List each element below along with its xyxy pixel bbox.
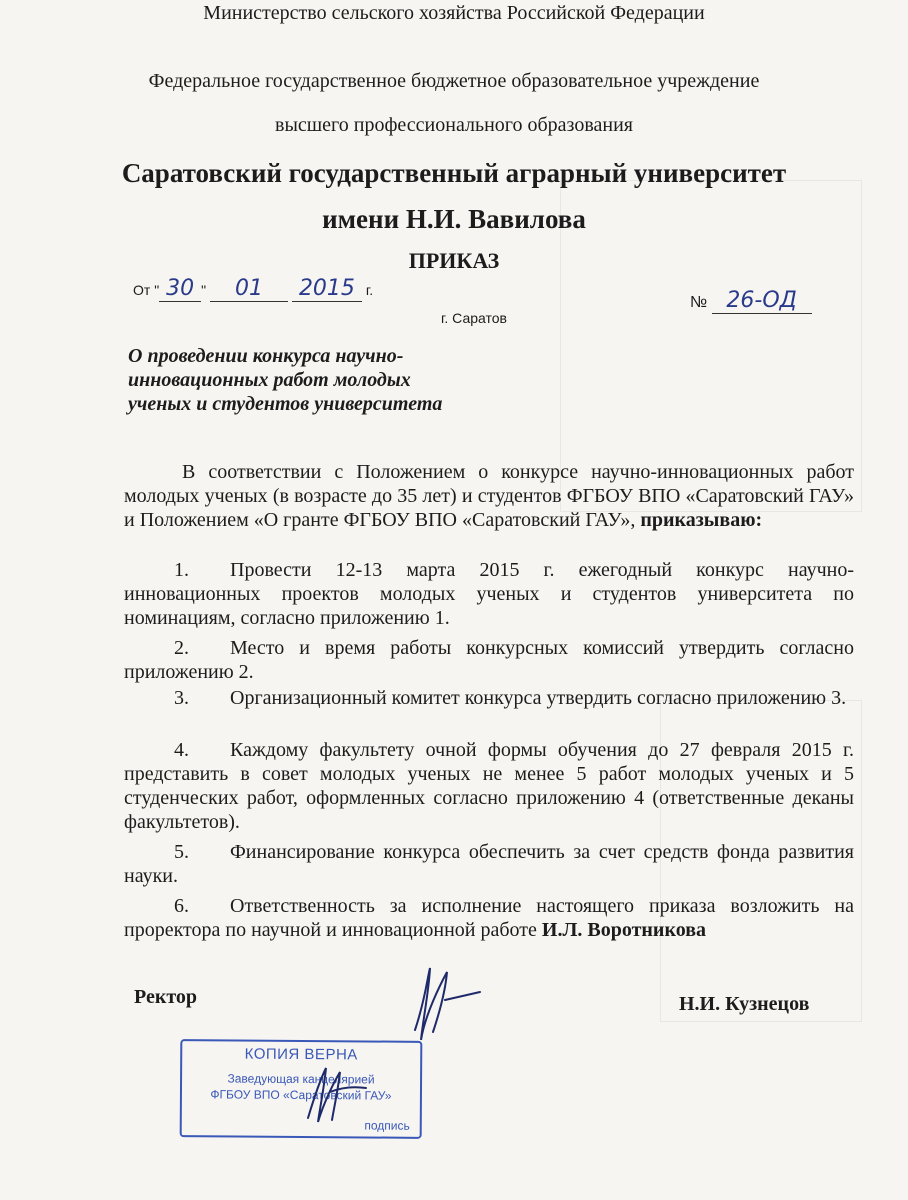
document-type: ПРИКАЗ xyxy=(408,248,500,273)
preamble-text: В соответствии с Положением о конкурсе научно-инновационных работ молодых ученых (в возрасте до 35 лет) и студентов ФГБОУ ВПО «Саратовский ГАУ» и Положением «О гранте ФГБОУ ВПО «Саратовский ГАУ», xyxy=(124,461,854,531)
city: г. Саратов xyxy=(441,310,507,326)
item-number: 1. xyxy=(174,559,189,581)
stamp-line-2: ФГБОУ ВПО «Саратовский ГАУ» xyxy=(210,1087,392,1103)
order-item-4 xyxy=(124,738,854,834)
university-name-line-2: имени Н.И. Вавилова xyxy=(322,204,586,234)
rector-signature-icon xyxy=(385,960,485,1050)
item-number: 5. xyxy=(174,841,189,863)
ministry-name: Министерство сельского хозяйства Российской Федерации xyxy=(203,2,705,24)
number-value: 26-ОД xyxy=(726,288,797,313)
item-text: Провести 12-13 марта 2015 г. ежегодный конкурс научно-инновационных проектов молодых ученых и студентов университета по номинациям, согласно приложению 1. xyxy=(124,559,854,629)
item-number: 6. xyxy=(174,895,189,917)
item-text: Каждому факультету очной формы обучения до 27 февраля 2015 г. представить в совет молодых ученых не менее 5 работ молодых ученых и 5 студенческих работ, оформленных согласно приложению 4 (ответственные деканы факультетов). xyxy=(124,739,854,833)
stamp-signature-icon xyxy=(300,1058,370,1128)
signatory-name: Н.И. Кузнецов xyxy=(679,993,810,1015)
date-mid: " xyxy=(201,282,207,298)
item-number: 4. xyxy=(174,739,189,761)
item-number: 2. xyxy=(174,637,189,659)
number-prefix: № xyxy=(690,294,708,311)
subject-line: инновационных работ молодых xyxy=(128,369,411,391)
date-prefix: От " xyxy=(133,282,160,298)
institution-line-2: высшего профессионального образования xyxy=(275,114,633,136)
order-item-2 xyxy=(124,636,854,684)
order-subject xyxy=(128,344,508,416)
date-month: 01 xyxy=(235,276,264,301)
item-number: 3. xyxy=(174,687,189,709)
preamble-paragraph xyxy=(124,460,854,532)
stamp-signature-label: подпись xyxy=(364,1118,410,1133)
responsible-person: И.Л. Воротникова xyxy=(541,919,707,941)
order-item-3 xyxy=(124,686,854,710)
university-name-line-1: Саратовский государственный аграрный университет xyxy=(121,158,787,188)
date-suffix: г. xyxy=(365,282,374,298)
stamp-title: КОПИЯ ВЕРНА xyxy=(244,1045,358,1064)
order-number xyxy=(690,288,812,314)
subject-line: О проведении конкурса научно- xyxy=(128,345,404,367)
item-text: Организационный комитет конкурса утвердить согласно приложению 3. xyxy=(230,687,847,709)
item-text: Финансирование конкурса обеспечить за счет средств фонда развития науки. xyxy=(124,841,854,887)
subject-line: ученых и студентов университета xyxy=(128,393,443,415)
order-item-5 xyxy=(124,840,854,888)
institution-line-1: Федеральное государственное бюджетное образовательное учреждение xyxy=(148,70,760,92)
preamble-decree: приказываю: xyxy=(640,509,763,531)
stamp-line-1: Заведующая канцелярией xyxy=(227,1071,375,1087)
order-item-1 xyxy=(124,558,854,630)
item-text: Место и время работы конкурсных комиссий утвердить согласно приложению 2. xyxy=(124,637,854,683)
date-day: 30 xyxy=(166,276,195,301)
order-date xyxy=(133,276,373,302)
date-year: 2015 xyxy=(298,276,355,301)
item-text: Ответственность за исполнение настоящего приказа возложить на проректора по научной и инновационной работе xyxy=(124,895,854,941)
order-item-6 xyxy=(124,894,854,942)
signatory-title: Ректор xyxy=(134,986,198,1008)
